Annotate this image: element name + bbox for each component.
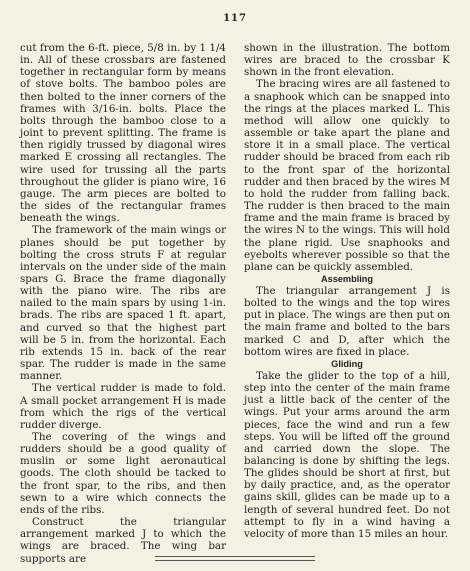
right-column bbox=[244, 42, 450, 565]
paragraph: Construct the triangular arrangement marked J to which the wings are braced. The wing bar supports are bbox=[20, 516, 226, 565]
section-heading-gliding: Gliding bbox=[331, 358, 363, 369]
paragraph: The framework of the main wings or planes should be put together by bolting the cross struts F at regular intervals on the under side of the main spars G. Brace the frame diagonally with the piano wire. The ribs are nailed to the main spars by using 1-in. brads. The ribs are spaced 1 ft. apart, and curved so that the highest part will be 5 in. from the horizontal. Each rib extends 15 in. back of the rear spar. The rudder is made in the same manner. bbox=[20, 224, 226, 383]
paragraph: cut from the 6-ft. piece, 5/8 in. by 1 1/4 in. All of these crossbars are fastened together in rectangular form by means of stove bolts. The bamboo poles are then bolted to the inner corners of the frames with 3/16-in. bolts. Place the bolts through the bamboo close to a joint to prevent splitting. The frame is then rigidly trussed by diagonal wires marked E crossing all rectangles. The wire used for trussing all the parts throughout the glider is piano wire, 16 gauge. The arm pieces are bolted to the sides of the rectangular frames beneath the wings. bbox=[20, 42, 226, 225]
left-column bbox=[20, 42, 226, 565]
paragraph: The triangular arrangement J is bolted to the wings and the top wires put in place. The wings are then put on the main frame and bolted to the bars marked C and D, after which the bottom wires are fixed in place. bbox=[244, 284, 450, 358]
paragraph: The bracing wires are all fastened to a snaphook which can be snapped into the rings at the places marked L. This method will allow one quickly to assemble or take apart the plane and store it in a small place. The vertical rudder should be braced from each rib to the front spar of the horizontal rudder and then braced by the wires M to hold the rudder from falling back. The rudder is then braced to the main frame and the main frame is braced by the wires N to the wings. This will hold the plane rigid. Use snaphooks and eyebolts wherever possible so that the plane can be quickly assembled. bbox=[244, 78, 450, 273]
paragraph: The covering of the wings and rudders should be a good quality of muslin or some light aeronautical goods. The cloth should be tacked to the front spar, to the ribs, and then sewn to a wire which connects the ends of the ribs. bbox=[20, 431, 226, 516]
footer-rule bbox=[155, 556, 315, 561]
text-columns bbox=[20, 42, 450, 565]
paragraph: shown in the illustration. The bottom wires are braced to the crossbar K shown in the front elevation. bbox=[244, 42, 450, 79]
paragraph: The vertical rudder is made to fold. A small pocket arrangement H is made from which the rigs of the vertical rudder diverge. bbox=[20, 382, 226, 431]
paragraph: Take the glider to the top of a hill, step into the center of the main frame just a little back of the center of the wings. Put your arms around the arm pieces, face the wind and run a few steps. You will be lifted off the ground and carried down the slope. The balancing is done by shifting the legs. The glides should be short at first, but by daily practice, and, as the operator gains skill, glides can be made up to a length of several hundred feet. Do not attempt to fly in a wind having a velocity of more than 15 miles an hour. bbox=[244, 369, 450, 540]
page-number: 117 bbox=[223, 13, 247, 24]
section-heading-assembling: Assembling bbox=[320, 273, 374, 284]
